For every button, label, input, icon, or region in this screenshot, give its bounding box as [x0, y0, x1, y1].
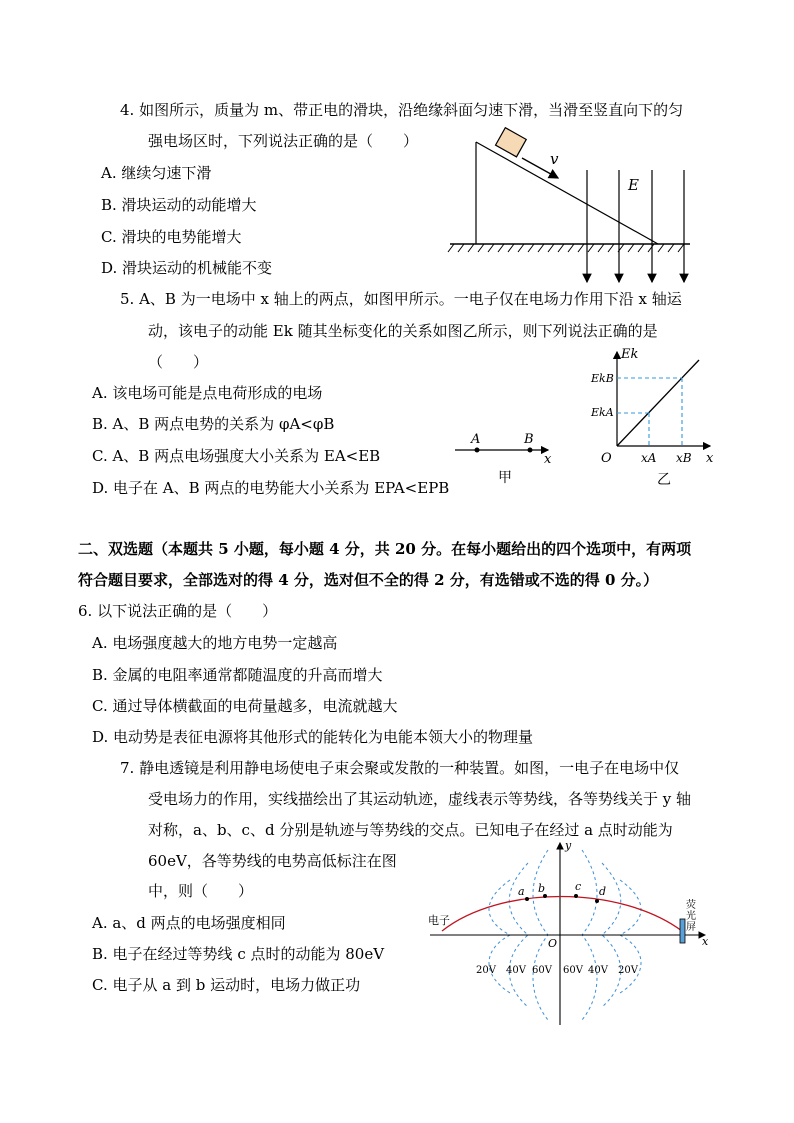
q4-option-d: D. 滑块运动的机械能不变: [101, 259, 273, 277]
q5-figure-jia: [450, 428, 560, 488]
q7-origin: O: [548, 937, 558, 950]
section2-heading-line1: 二、双选题（本题共 5 小题，每小题 4 分，共 20 分。在每小题给出的四个选项中，有两项: [78, 540, 692, 558]
q6-option-c: C. 通过导体横截面的电荷量越多，电流就越大: [92, 697, 398, 715]
q5-option-c: C. A、B 两点电场强度大小关系为 EA<EB: [92, 447, 381, 465]
q5-jia-x: x: [544, 452, 552, 467]
q5-option-d: D. 电子在 A、B 两点的电势能大小关系为 EPA<EPB: [92, 479, 450, 497]
q4-incline-figure: [440, 128, 710, 288]
q7-potential-4: 60V: [563, 965, 583, 976]
q4-option-b: B. 滑块运动的动能增大: [101, 196, 257, 214]
q5-jia-a: A: [471, 432, 481, 447]
q7-electron-label: 电子: [428, 914, 450, 927]
q7-point-d: d: [599, 885, 607, 898]
q7-potential-2: 40V: [506, 965, 526, 976]
q4-stem-line2: 强电场区时，下列说法正确的是（ ）: [148, 132, 419, 150]
q7-screen-3: 屏: [686, 922, 696, 933]
q5-yi-x: x: [706, 451, 714, 466]
q5-yi-xb: xB: [676, 451, 692, 465]
q7-stem-line4: 60eV，各等势线的电势高低标注在图: [148, 852, 397, 870]
q7-potential-1: 20V: [476, 965, 496, 976]
q5-stem-line3: （ ）: [148, 353, 209, 371]
q4-e-label: E: [628, 176, 639, 194]
q7-stem-line1: 7. 静电透镜是利用静电场使电子束会聚或发散的一种装置。如图，一电子在电场中仅: [120, 759, 680, 777]
q4-option-a: A. 继续匀速下滑: [101, 164, 212, 182]
q7-y-label: y: [565, 839, 572, 852]
q7-screen-2: 光: [686, 911, 696, 922]
q6-option-d: D. 电动势是表征电源将其他形式的能转化为电能本领大小的物理量: [92, 728, 534, 746]
q5-yi-ekb: EkB: [591, 372, 614, 385]
q7-option-b: B. 电子在经过等势线 c 点时的动能为 80eV: [92, 945, 385, 963]
q4-option-c: C. 滑块的电势能增大: [101, 228, 242, 246]
q7-screen-1: 荧: [686, 900, 696, 911]
q5-yi-ek: Ek: [621, 347, 639, 362]
q5-jia-caption: 甲: [498, 470, 512, 486]
q7-point-c: c: [575, 880, 582, 893]
q7-potential-3: 60V: [532, 965, 552, 976]
q7-electrostatic-lens-figure: [420, 835, 720, 1030]
q6-stem: 6. 以下说法正确的是（ ）: [78, 602, 278, 620]
q4-stem-line1: 4. 如图所示，质量为 m、带正电的滑块，沿绝缘斜面匀速下滑，当滑至竖直向下的匀: [120, 101, 684, 119]
q7-x-label: x: [702, 935, 709, 948]
q5-yi-xa: xA: [641, 451, 657, 465]
q7-option-a: A. a、d 两点的电场强度相同: [92, 914, 286, 932]
q7-potential-6: 20V: [618, 965, 638, 976]
q6-option-b: B. 金属的电阻率通常都随温度的升高而增大: [92, 666, 383, 684]
section2-heading-line2: 符合题目要求，全部选对的得 4 分，选对但不全的得 2 分，有选错或不选的得 0 分。）: [78, 571, 659, 589]
q7-stem-line5: 中，则（ ）: [148, 882, 254, 900]
q7-potential-5: 40V: [588, 965, 608, 976]
q5-jia-b: B: [524, 432, 534, 447]
q5-option-b: B. A、B 两点电势的关系为 φA<φB: [92, 415, 335, 433]
q6-option-a: A. 电场强度越大的地方电势一定越高: [92, 634, 338, 652]
q7-point-a: a: [518, 885, 525, 898]
q7-stem-line2: 受电场力的作用，实线描绘出了其运动轨迹，虚线表示等势线，各等势线关于 y 轴: [148, 790, 692, 808]
q5-option-a: A. 该电场可能是点电荷形成的电场: [92, 384, 323, 402]
q4-v-label: v: [550, 150, 559, 168]
q7-option-c: C. 电子从 a 到 b 运动时，电场力做正功: [92, 976, 361, 994]
q5-figure-yi: [585, 340, 720, 490]
q5-yi-origin: O: [601, 451, 612, 466]
q7-point-b: b: [538, 882, 546, 895]
q5-stem-line1: 5. A、B 为一电场中 x 轴上的两点，如图甲所示。一电子仅在电场力作用下沿 x 轴运: [120, 290, 682, 308]
q7-stem-line3: 对称，a、b、c、d 分别是轨迹与等势线的交点。已知电子在经过 a 点时动能为: [148, 821, 673, 839]
q5-yi-eka: EkA: [591, 406, 614, 419]
q5-stem-line2: 动，该电子的动能 Ek 随其坐标变化的关系如图乙所示，则下列说法正确的是: [148, 322, 658, 340]
q5-yi-caption: 乙: [657, 472, 671, 488]
